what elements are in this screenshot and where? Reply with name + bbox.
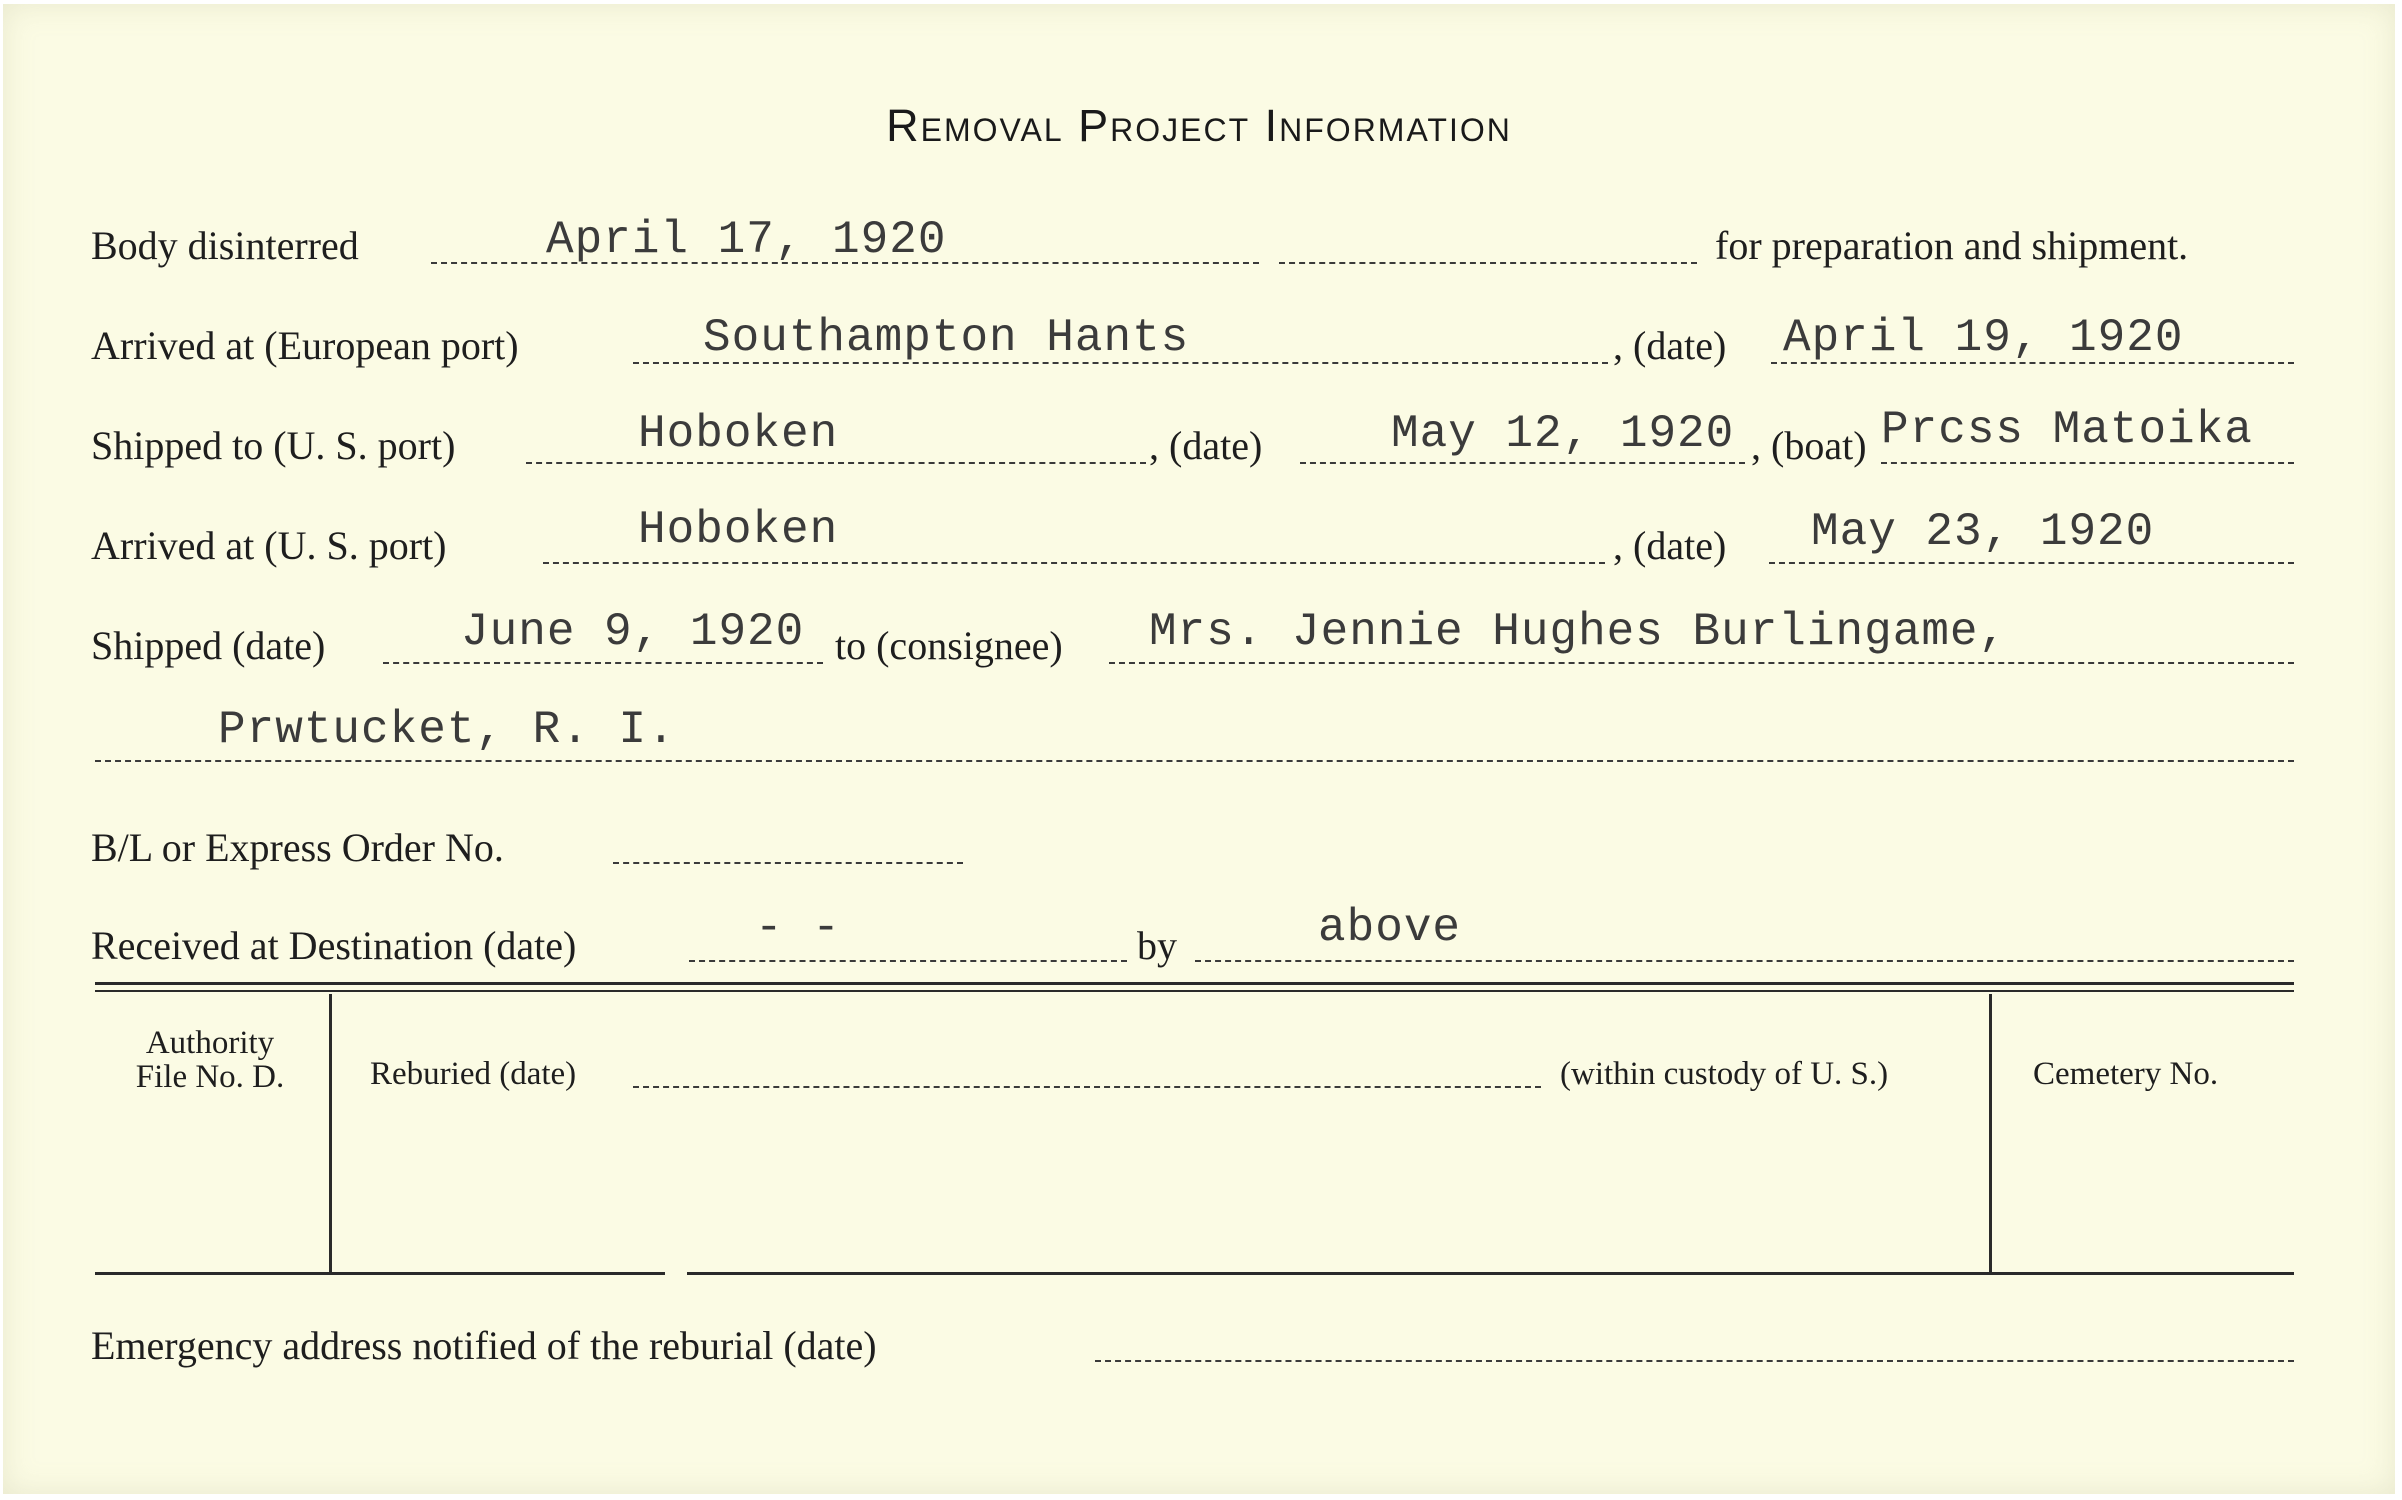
file-number-label: File No. D. <box>135 1059 285 1095</box>
received-by-line <box>1195 960 2294 962</box>
table-bottom-rule-left <box>95 1272 665 1275</box>
received-destination-value[interactable]: - - <box>755 902 841 954</box>
us-port-shipped-line <box>526 462 1146 464</box>
table-top-rule-2 <box>95 990 2294 992</box>
european-port-value[interactable]: Southampton Hants <box>703 312 1190 364</box>
us-port-shipped-label: Shipped to (U. S. port) <box>91 423 456 468</box>
table-top-rule <box>95 982 2294 985</box>
authority-column-divider <box>329 994 332 1272</box>
boat-label: , (boat) <box>1751 423 1867 468</box>
received-by-label: by <box>1137 923 1177 968</box>
us-port-shipped-value[interactable]: Hoboken <box>638 408 839 460</box>
reburied-line <box>633 1086 1541 1088</box>
shipped-date-label: Shipped (date) <box>91 623 326 668</box>
authority-label: Authority <box>145 1025 275 1061</box>
consignee-line <box>1109 662 2294 664</box>
body-disinterred-line-2 <box>1279 262 1697 264</box>
emergency-address-line <box>1095 1360 2294 1362</box>
shipped-date-line <box>383 662 823 664</box>
consignee-value[interactable]: Mrs. Jennie Hughes Burlingame, <box>1149 606 2008 658</box>
european-date-label: , (date) <box>1613 323 1727 368</box>
boat-line <box>1881 462 2294 464</box>
shipped-date-value[interactable]: June 9, 1920 <box>461 606 805 658</box>
consignee-line-2 <box>95 760 2294 762</box>
consignee-address-value[interactable]: Prwtucket, R. I. <box>218 704 676 756</box>
body-disinterred-value[interactable]: April 17, 1920 <box>546 214 947 266</box>
european-date-value[interactable]: April 19, 1920 <box>1783 312 2184 364</box>
consignee-label: to (consignee) <box>835 623 1063 668</box>
us-port-arrived-date-label: , (date) <box>1613 523 1727 568</box>
us-port-arrived-date-line <box>1769 562 2294 564</box>
table-bottom-rule-right <box>687 1272 2294 1275</box>
us-port-arrived-label: Arrived at (U. S. port) <box>91 523 447 568</box>
cemetery-number-label: Cemetery No. <box>2033 1056 2219 1092</box>
us-port-shipped-date-line <box>1300 462 1745 464</box>
preparation-shipment-label: for preparation and shipment. <box>1715 223 2189 268</box>
reburied-label: Reburied (date) <box>370 1056 577 1092</box>
us-port-arrived-line <box>543 562 1605 564</box>
received-by-value[interactable]: above <box>1318 902 1462 954</box>
us-port-arrived-value[interactable]: Hoboken <box>638 504 839 556</box>
emergency-address-label: Emergency address notified of the reburial (date) <box>91 1323 877 1368</box>
boat-value[interactable]: Prcss Matoika <box>1881 404 2253 456</box>
european-port-label: Arrived at (European port) <box>91 323 519 368</box>
order-number-label: B/L or Express Order No. <box>91 825 504 870</box>
received-destination-label: Received at Destination (date) <box>91 923 577 968</box>
received-destination-line <box>689 960 1127 962</box>
removal-project-card <box>3 4 2395 1494</box>
custody-label: (within custody of U. S.) <box>1560 1056 1889 1092</box>
us-port-arrived-date-value[interactable]: May 23, 1920 <box>1811 506 2155 558</box>
us-port-shipped-date-value[interactable]: May 12, 1920 <box>1391 408 1735 460</box>
cemetery-column-divider <box>1989 994 1992 1272</box>
page-title: Removal Project Information <box>886 100 1512 151</box>
us-port-shipped-date-label: , (date) <box>1149 423 1263 468</box>
order-number-line <box>613 862 963 864</box>
body-disinterred-label: Body disinterred <box>91 223 359 268</box>
